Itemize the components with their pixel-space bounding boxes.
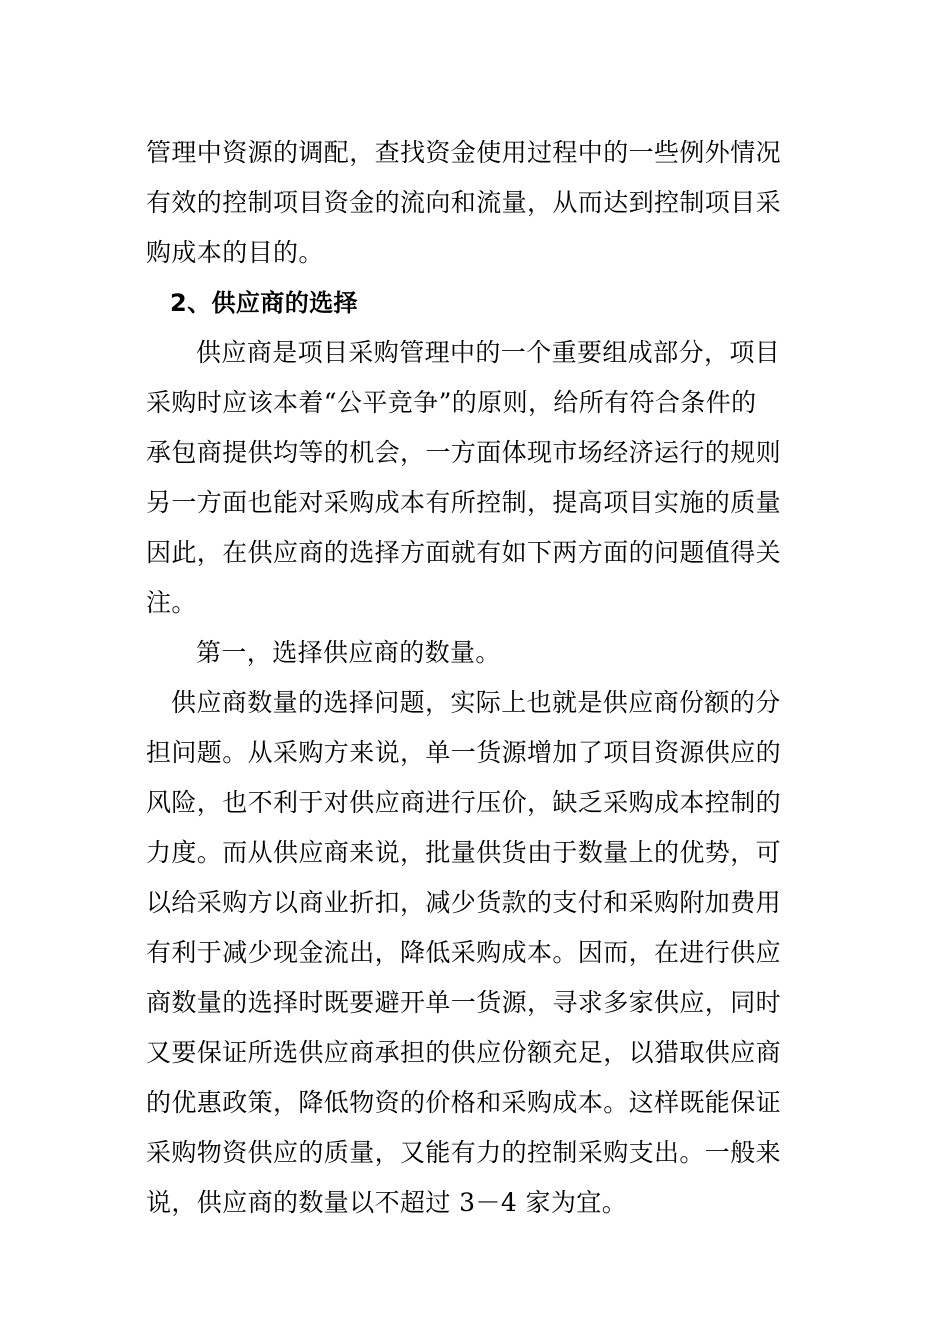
body-line: 有利于减少现金流出，降低采购成本。因而，在进行供应	[146, 938, 782, 967]
body-line: 风险，也不利于对供应商进行压价，缺乏采购成本控制的	[146, 788, 782, 817]
body-line: 另一方面也能对采购成本有所控制，提高项目实施的质量	[146, 488, 782, 517]
body-line: 又要保证所选供应商承担的供应份额充足，以猎取供应商	[146, 1038, 782, 1067]
body-line: 的优惠政策，降低物资的价格和采购成本。这样既能保证	[146, 1088, 782, 1117]
body-line: 承包商提供均等的机会，一方面体现市场经济运行的规则	[146, 438, 782, 467]
body-line: 注。	[146, 588, 197, 617]
body-line: 因此，在供应商的选择方面就有如下两方面的问题值得关	[146, 538, 782, 567]
body-line: 以给采购方以商业折扣，减少货款的支付和采购附加费用	[146, 888, 782, 917]
body-line: 管理中资源的调配，查找资金使用过程中的一些例外情况	[146, 138, 782, 167]
paragraph-first-line: 第一，选择供应商的数量。	[196, 638, 501, 667]
body-line: 购成本的目的。	[146, 238, 324, 267]
body-line: 采购时应该本着“公平竞争”的原则，给所有符合条件的	[146, 388, 757, 417]
body-line: 担问题。从采购方来说，单一货源增加了项目资源供应的	[146, 738, 782, 767]
paragraph-first-line: 供应商数量的选择问题，实际上也就是供应商份额的分	[171, 688, 781, 717]
body-line: 有效的控制项目资金的流向和流量，从而达到控制项目采	[146, 188, 782, 217]
body-line: 采购物资供应的质量，又能有力的控制采购支出。一般来	[146, 1138, 782, 1167]
body-line: 商数量的选择时既要避开单一货源，寻求多家供应，同时	[146, 988, 782, 1017]
paragraph-first-line: 供应商是项目采购管理中的一个重要组成部分，项目	[196, 338, 781, 367]
body-line: 说，供应商的数量以不超过 3－4 家为宜。	[146, 1188, 628, 1217]
section-heading: 2、供应商的选择	[170, 289, 358, 317]
body-line: 力度。而从供应商来说，批量供货由于数量上的优势，可	[146, 838, 782, 867]
